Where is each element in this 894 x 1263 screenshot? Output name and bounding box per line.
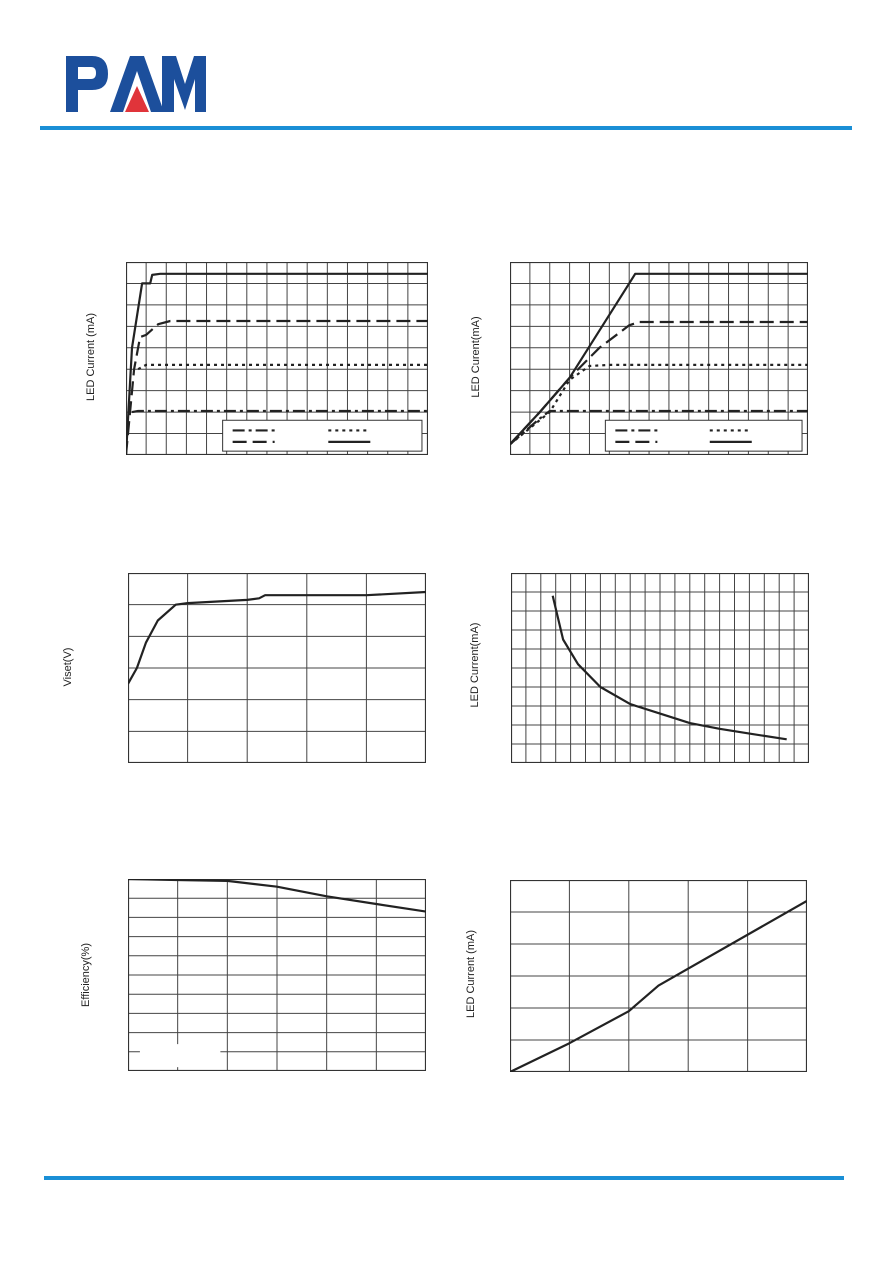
chart5-ylabel: Efficiency(%) (80, 943, 92, 1007)
series-line-dot (138, 365, 428, 369)
chart-viset (128, 573, 426, 763)
pam-logo (64, 54, 208, 114)
logo-letter-p (66, 56, 108, 112)
series-line-solid (510, 901, 807, 1072)
legend-box (605, 420, 802, 451)
chart-led-current-6 (510, 880, 807, 1072)
footer-rule (44, 1176, 844, 1180)
chart3-ylabel: Viset(V) (62, 647, 74, 687)
series-line-solid (510, 274, 808, 445)
chart-efficiency (128, 879, 426, 1071)
chart4-ylabel: LED Current(mA) (469, 622, 481, 708)
legend-box (223, 420, 422, 451)
legend-area (140, 1044, 220, 1067)
series-line-solid (128, 592, 426, 684)
chart-led-current-4 (511, 573, 809, 763)
chart1-ylabel: LED Current (mA) (85, 312, 97, 402)
chart-led-current-2 (510, 262, 808, 455)
chart6-ylabel: LED Current (mA) (465, 929, 477, 1019)
chart-led-current-1 (126, 262, 428, 455)
header-rule (40, 126, 852, 130)
chart2-ylabel: LED Curent(mA) (470, 316, 482, 398)
logo-letter-m (162, 56, 206, 112)
